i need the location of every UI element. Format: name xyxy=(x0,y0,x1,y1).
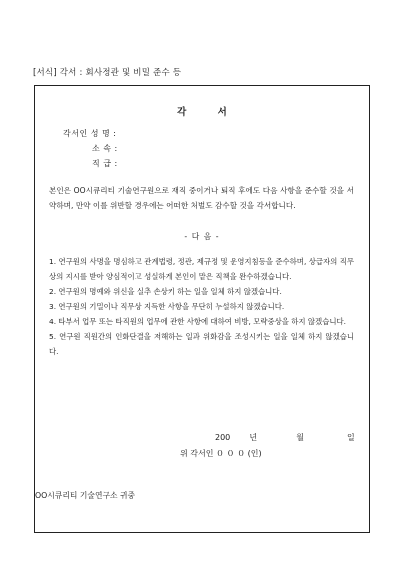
field-position-label: 직 급 : xyxy=(92,159,118,168)
recipient-line: OO시큐리티 기술연구소 귀중 xyxy=(35,491,136,500)
date-year-unit: 년 xyxy=(249,433,258,442)
date-line xyxy=(215,432,355,443)
list-item: 3. 연구원의 기밀이나 직무상 지득한 사항을 무단히 누설하지 않겠습니다. xyxy=(49,302,285,311)
list-item: 5. 연구원 직원간의 인화단결을 저해하는 일과 위화감을 조성시키는 일을 일체 하지 않겠습니다. xyxy=(49,332,354,356)
field-name-label: 각서인 성 명 : xyxy=(63,129,117,138)
list-item: 2. 연구원의 명예와 위신을 실추 손상키 하는 일을 일체 하지 않겠습니다. xyxy=(49,287,282,296)
signer-line: 위 각서인 ０ ０ ０ (인) xyxy=(180,449,262,458)
date-month-unit: 월 xyxy=(296,433,304,442)
field-department-label: 소 속 : xyxy=(92,144,118,153)
intro-paragraph: 본인은 OO시큐리티 기술연구원으로 재직 중이거나 퇴직 후에도 다음 사항을 준수할 것을 서약하며, 만약 이를 위반할 경우에는 어떠한 처벌도 감수할 것을 각서합니다. xyxy=(49,186,354,210)
list-item: 1. 연구원의 사명을 명심하고 관계법령, 정관, 제규정 및 운영지침등을 준수하며, 상급자의 직무상의 지시를 받아 양심적이고 성실하게 본인이 맡은 직책을 완수하겠습니다. xyxy=(49,257,354,281)
list-item: 4. 타부서 업무 또는 타직원의 업무에 관한 사항에 대하여 비방, 모략중상을 하지 않겠습니다. xyxy=(49,317,346,326)
document-title: 각 서 xyxy=(177,107,241,118)
sub-heading: - 다 음 - xyxy=(184,232,220,241)
date-year: 200 xyxy=(215,433,231,442)
items-list xyxy=(49,254,354,359)
form-label: [서식] 각서 : 회사정관 및 비밀 준수 등 xyxy=(33,68,182,78)
document-frame xyxy=(34,85,370,533)
date-day-unit: 일 xyxy=(347,433,355,442)
